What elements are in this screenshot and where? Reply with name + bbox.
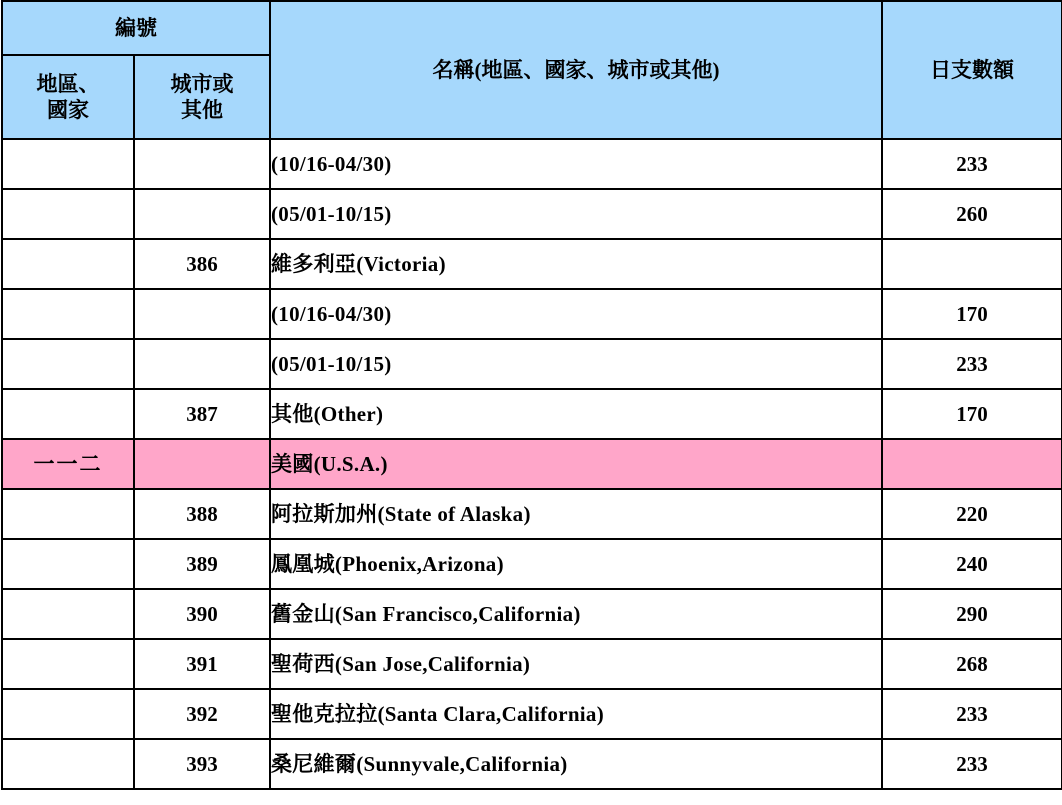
cell-daily-amount: 268 <box>882 639 1062 689</box>
cell-daily-amount: 233 <box>882 689 1062 739</box>
cell-daily-amount: 170 <box>882 389 1062 439</box>
cell-city-code <box>134 189 270 239</box>
cell-area-country-code <box>2 589 134 639</box>
table-body <box>2 139 1062 789</box>
cell-name: 聖他克拉拉(Santa Clara,California) <box>270 689 882 739</box>
cell-city-code: 387 <box>134 389 270 439</box>
table-row <box>2 339 1062 389</box>
table-row <box>2 639 1062 689</box>
table-row <box>2 289 1062 339</box>
cell-name: 舊金山(San Francisco,California) <box>270 589 882 639</box>
cell-city-code <box>134 139 270 189</box>
cell-daily-amount: 260 <box>882 189 1062 239</box>
cell-area-country-code <box>2 389 134 439</box>
cell-city-code <box>134 289 270 339</box>
table-row <box>2 239 1062 289</box>
header-area-country: 地區、 國家 <box>2 55 134 139</box>
table-row <box>2 139 1062 189</box>
table-row <box>2 589 1062 639</box>
cell-area-country-code <box>2 639 134 689</box>
cell-area-country-code: 一一二 <box>2 439 134 489</box>
cell-city-code <box>134 339 270 389</box>
cell-name: 聖荷西(San Jose,California) <box>270 639 882 689</box>
cell-city-code: 393 <box>134 739 270 789</box>
cell-city-code: 386 <box>134 239 270 289</box>
cell-area-country-code <box>2 289 134 339</box>
cell-name: (05/01-10/15) <box>270 189 882 239</box>
cell-daily-amount <box>882 239 1062 289</box>
cell-area-country-code <box>2 689 134 739</box>
header-daily-amount: 日支數額 <box>882 1 1062 139</box>
cell-city-code: 390 <box>134 589 270 639</box>
cell-daily-amount: 290 <box>882 589 1062 639</box>
table-header-row-1 <box>2 1 1062 55</box>
cell-city-code: 389 <box>134 539 270 589</box>
cell-name: 美國(U.S.A.) <box>270 439 882 489</box>
cell-daily-amount: 170 <box>882 289 1062 339</box>
table-row <box>2 489 1062 539</box>
cell-name: 其他(Other) <box>270 389 882 439</box>
cell-area-country-code <box>2 489 134 539</box>
cell-area-country-code <box>2 339 134 389</box>
cell-city-code <box>134 439 270 489</box>
table-row <box>2 439 1062 489</box>
table-header <box>2 1 1062 139</box>
cell-city-code: 391 <box>134 639 270 689</box>
cell-name: 維多利亞(Victoria) <box>270 239 882 289</box>
cell-area-country-code <box>2 739 134 789</box>
header-number-group: 編號 <box>2 1 270 55</box>
per-diem-rate-table <box>1 0 1062 790</box>
cell-name: (10/16-04/30) <box>270 289 882 339</box>
cell-name: (05/01-10/15) <box>270 339 882 389</box>
cell-area-country-code <box>2 139 134 189</box>
table-row <box>2 689 1062 739</box>
cell-daily-amount: 240 <box>882 539 1062 589</box>
cell-area-country-code <box>2 239 134 289</box>
cell-city-code: 392 <box>134 689 270 739</box>
cell-area-country-code <box>2 189 134 239</box>
cell-city-code: 388 <box>134 489 270 539</box>
header-city-other: 城市或 其他 <box>134 55 270 139</box>
table-row <box>2 739 1062 789</box>
cell-daily-amount: 233 <box>882 739 1062 789</box>
cell-daily-amount <box>882 439 1062 489</box>
cell-daily-amount: 233 <box>882 339 1062 389</box>
cell-name: 桑尼維爾(Sunnyvale,California) <box>270 739 882 789</box>
cell-name: (10/16-04/30) <box>270 139 882 189</box>
cell-name: 鳳凰城(Phoenix,Arizona) <box>270 539 882 589</box>
table-row <box>2 539 1062 589</box>
header-name: 名稱(地區、國家、城市或其他) <box>270 1 882 139</box>
table-row <box>2 389 1062 439</box>
cell-daily-amount: 233 <box>882 139 1062 189</box>
cell-area-country-code <box>2 539 134 589</box>
table-row <box>2 189 1062 239</box>
cell-name: 阿拉斯加州(State of Alaska) <box>270 489 882 539</box>
cell-daily-amount: 220 <box>882 489 1062 539</box>
